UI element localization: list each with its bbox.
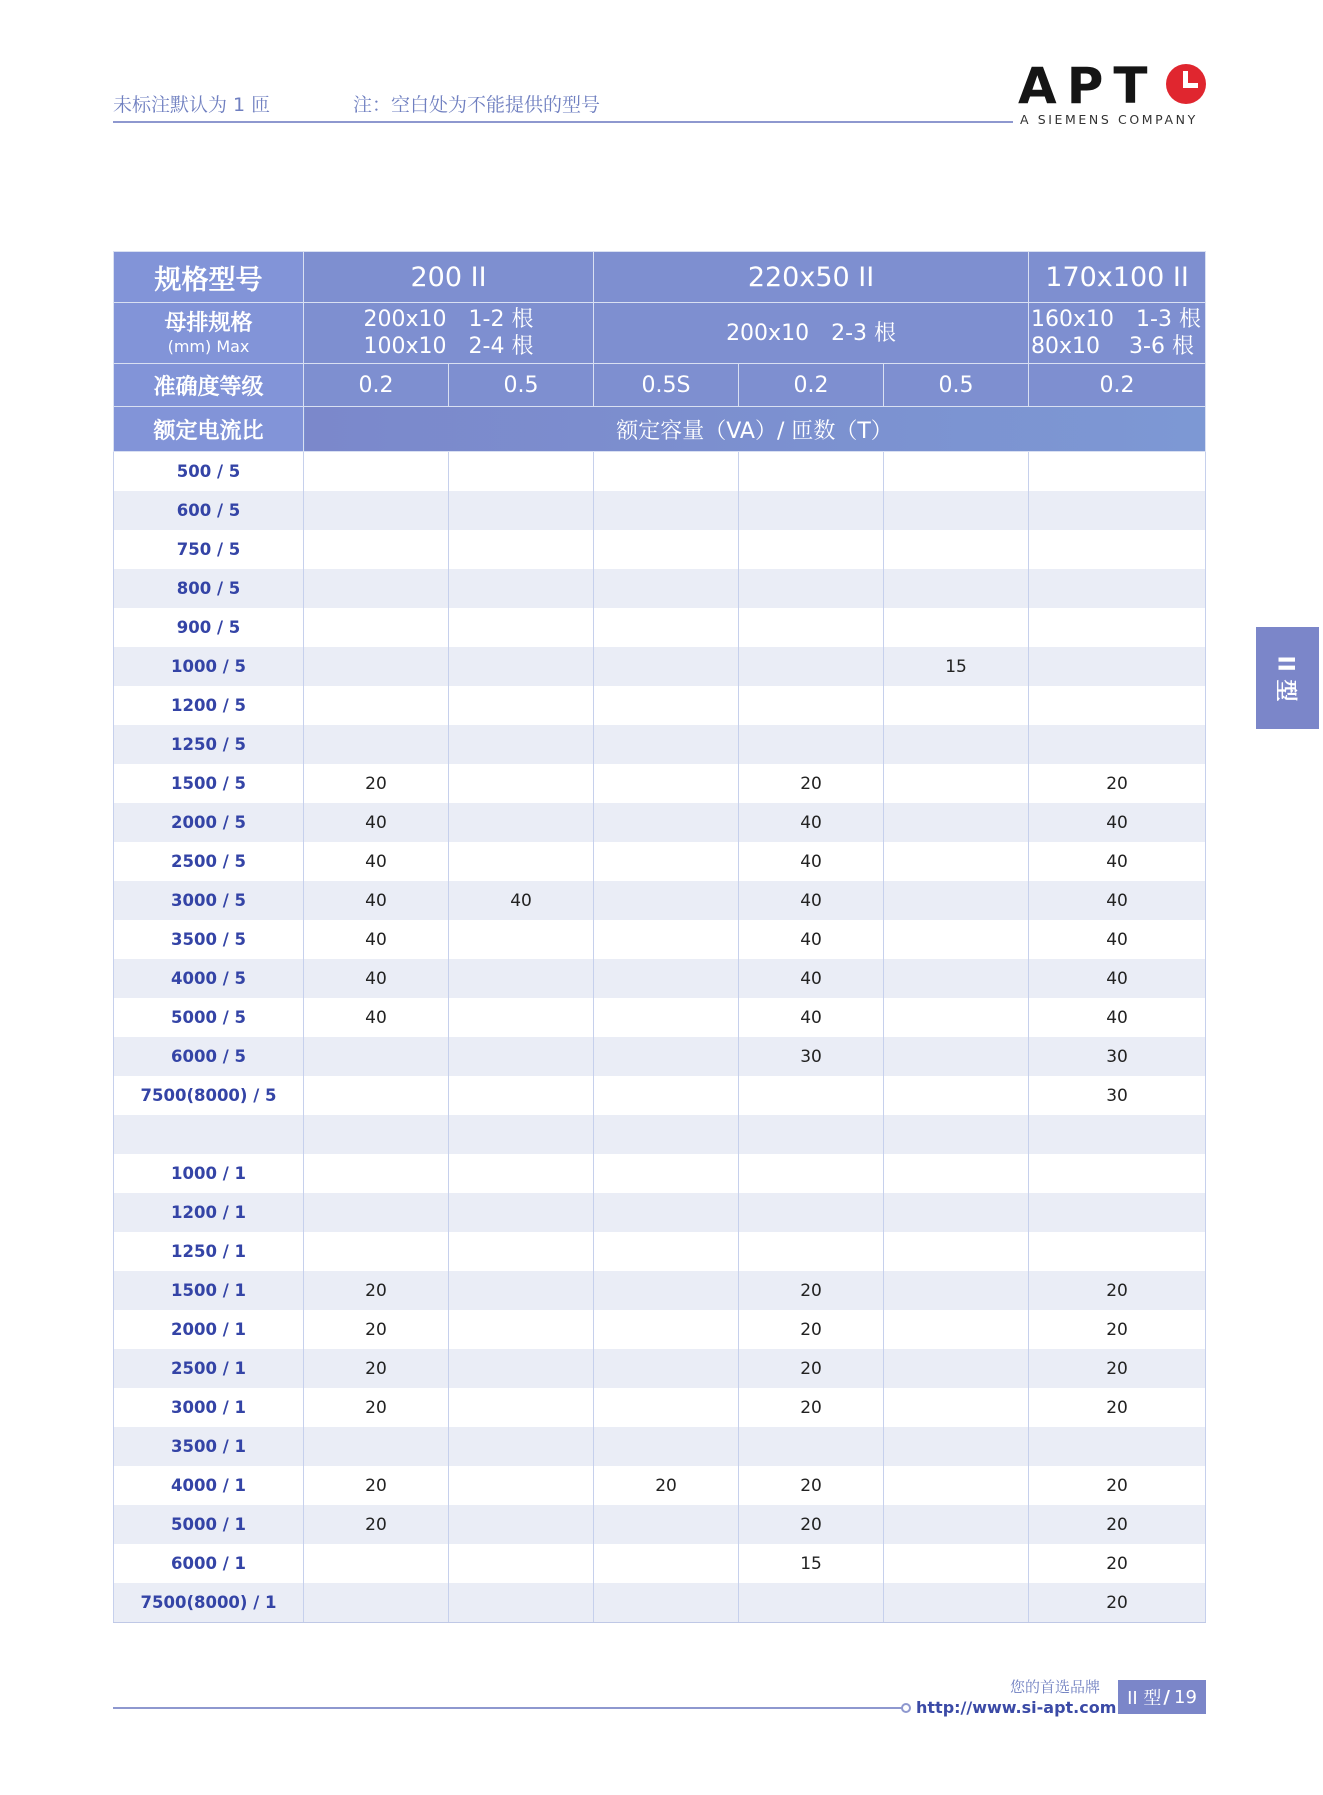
current-ratio-cell: 3500 / 1 (114, 1427, 304, 1466)
capacity-cell: 20 (1029, 764, 1206, 803)
capacity-cell: 40 (1029, 998, 1206, 1037)
capacity-cell (449, 452, 594, 492)
capacity-cell (304, 1232, 449, 1271)
capacity-cell: 20 (304, 1388, 449, 1427)
capacity-cell (884, 1271, 1029, 1310)
table-row (114, 1310, 1206, 1349)
capacity-cell (449, 1037, 594, 1076)
capacity-cell (449, 1505, 594, 1544)
current-ratio-cell: 600 / 5 (114, 491, 304, 530)
capacity-cell (884, 608, 1029, 647)
accuracy-class: 0.2 (304, 364, 449, 407)
current-ratio-cell: 900 / 5 (114, 608, 304, 647)
capacity-cell: 20 (594, 1466, 739, 1505)
capacity-cell (594, 725, 739, 764)
capacity-cell (739, 1193, 884, 1232)
capacity-cell (884, 1310, 1029, 1349)
capacity-cell: 40 (1029, 881, 1206, 920)
capacity-cell (449, 1310, 594, 1349)
current-ratio-cell: 2000 / 5 (114, 803, 304, 842)
capacity-cell (1029, 491, 1206, 530)
capacity-cell: 20 (1029, 1271, 1206, 1310)
busbar-220x50-line1: 200x10 2-3 根 (726, 320, 896, 346)
capacity-cell (739, 1076, 884, 1115)
capacity-cell (304, 608, 449, 647)
capacity-cell (1029, 1232, 1206, 1271)
footer-dot-icon (901, 1703, 911, 1713)
current-ratio-cell: 750 / 5 (114, 530, 304, 569)
table-row (114, 959, 1206, 998)
capacity-cell (1029, 1427, 1206, 1466)
capacity-cell (739, 530, 884, 569)
capacity-cell (884, 803, 1029, 842)
current-ratio-cell: 1200 / 1 (114, 1193, 304, 1232)
capacity-cell (884, 920, 1029, 959)
current-ratio-cell: 1500 / 5 (114, 764, 304, 803)
header-row-model (114, 252, 1206, 303)
capacity-cell: 20 (1029, 1349, 1206, 1388)
capacity-cell: 40 (304, 881, 449, 920)
capacity-cell (1029, 647, 1206, 686)
capacity-cell (739, 1583, 884, 1623)
busbar-label: 母排规格 (164, 310, 253, 336)
capacity-cell (594, 1037, 739, 1076)
logo-text: APT (1018, 57, 1158, 115)
current-ratio-cell: 3000 / 5 (114, 881, 304, 920)
busbar-170x100-line2: 80x10 3-6 根 (1031, 334, 1194, 359)
capacity-cell (884, 959, 1029, 998)
capacity-cell (884, 1466, 1029, 1505)
table-row (114, 1505, 1206, 1544)
capacity-cell (594, 920, 739, 959)
capacity-cell (304, 1115, 449, 1154)
capacity-cell: 20 (1029, 1583, 1206, 1623)
capacity-cell: 30 (1029, 1037, 1206, 1076)
capacity-cell (304, 647, 449, 686)
ratio-label: 额定电流比 (114, 407, 304, 452)
capacity-cell: 40 (739, 920, 884, 959)
capacity-cell (884, 842, 1029, 881)
current-ratio-cell: 5000 / 1 (114, 1505, 304, 1544)
capacity-cell: 30 (739, 1037, 884, 1076)
capacity-cell: 40 (1029, 920, 1206, 959)
model-170x100: 170x100 II (1029, 252, 1206, 303)
capacity-cell (739, 608, 884, 647)
capacity-cell (304, 1193, 449, 1232)
capacity-cell (449, 1583, 594, 1623)
capacity-cell: 40 (1029, 959, 1206, 998)
capacity-cell: 40 (739, 842, 884, 881)
capacity-cell (884, 725, 1029, 764)
capacity-cell (739, 452, 884, 492)
table-row (114, 842, 1206, 881)
capacity-cell: 20 (739, 1505, 884, 1544)
capacity-cell (594, 1388, 739, 1427)
page-number: 19 (1174, 1686, 1197, 1708)
capacity-cell (594, 1349, 739, 1388)
capacity-cell (884, 686, 1029, 725)
capacity-cell (1029, 1193, 1206, 1232)
footer-divider (113, 1707, 903, 1709)
capacity-cell (449, 959, 594, 998)
capacity-cell (449, 1349, 594, 1388)
table-row (114, 686, 1206, 725)
capacity-cell (739, 1115, 884, 1154)
capacity-cell (304, 1583, 449, 1623)
current-ratio-cell: 1000 / 5 (114, 647, 304, 686)
capacity-cell (884, 998, 1029, 1037)
capacity-cell: 40 (449, 881, 594, 920)
capacity-cell (449, 920, 594, 959)
capacity-cell: 20 (304, 1349, 449, 1388)
capacity-cell (304, 1154, 449, 1193)
capacity-cell (884, 1232, 1029, 1271)
table-row (114, 647, 1206, 686)
capacity-cell: 20 (739, 1466, 884, 1505)
model-200: 200 II (304, 252, 594, 303)
table-row (114, 1115, 1206, 1154)
logo-tagline: A SIEMENS COMPANY (1020, 112, 1198, 127)
capacity-label: 额定容量（VA）/ 匝数（T） (304, 407, 1206, 452)
table-row (114, 803, 1206, 842)
current-ratio-cell: 6000 / 5 (114, 1037, 304, 1076)
capacity-cell: 40 (739, 959, 884, 998)
current-ratio-cell: 1000 / 1 (114, 1154, 304, 1193)
capacity-cell (449, 608, 594, 647)
capacity-cell: 40 (304, 842, 449, 881)
footer-slogan: 您的首选品牌 (1010, 1678, 1101, 1696)
capacity-cell: 20 (1029, 1466, 1206, 1505)
busbar-170x100-cell (1029, 303, 1206, 364)
page-number-box (1118, 1680, 1206, 1714)
table-row (114, 1583, 1206, 1623)
capacity-cell (739, 686, 884, 725)
header-row-busbar (114, 303, 1206, 364)
capacity-cell (884, 1505, 1029, 1544)
capacity-cell: 20 (739, 1388, 884, 1427)
spec-label: 规格型号 (114, 252, 304, 303)
capacity-cell (449, 764, 594, 803)
capacity-cell: 20 (739, 1349, 884, 1388)
capacity-cell: 40 (739, 803, 884, 842)
current-ratio-cell: 7500(8000) / 5 (114, 1076, 304, 1115)
current-ratio-cell: 2000 / 1 (114, 1310, 304, 1349)
capacity-cell (1029, 608, 1206, 647)
capacity-cell (304, 725, 449, 764)
capacity-cell: 20 (304, 1466, 449, 1505)
model-220x50: 220x50 II (594, 252, 1029, 303)
capacity-cell (594, 1115, 739, 1154)
footer-url-link[interactable]: http://www.si-apt.com (916, 1698, 1117, 1717)
busbar-170x100-line1: 160x10 1-3 根 (1031, 307, 1201, 332)
current-ratio-cell: 1250 / 5 (114, 725, 304, 764)
capacity-cell (594, 686, 739, 725)
header-row-accuracy (114, 364, 1206, 407)
capacity-cell: 40 (304, 920, 449, 959)
logo-clock-icon (1166, 64, 1206, 104)
current-ratio-cell: 1200 / 5 (114, 686, 304, 725)
capacity-cell: 20 (1029, 1544, 1206, 1583)
busbar-200-cell (304, 303, 594, 364)
capacity-cell (304, 491, 449, 530)
capacity-cell (884, 1076, 1029, 1115)
capacity-cell (449, 1193, 594, 1232)
capacity-cell: 40 (1029, 803, 1206, 842)
note-blank-cells: 注：空白处为不能提供的型号 (353, 94, 601, 116)
capacity-cell: 40 (304, 959, 449, 998)
capacity-cell (304, 530, 449, 569)
table-row (114, 1349, 1206, 1388)
current-ratio-cell: 4000 / 1 (114, 1466, 304, 1505)
current-ratio-cell: 5000 / 5 (114, 998, 304, 1037)
table-row (114, 1037, 1206, 1076)
capacity-cell: 30 (1029, 1076, 1206, 1115)
table-row (114, 998, 1206, 1037)
busbar-200-line1: 200x10 1-2 根 (363, 307, 534, 332)
capacity-cell (739, 491, 884, 530)
apt-logo (1018, 58, 1208, 128)
table-row (114, 608, 1206, 647)
capacity-cell (884, 764, 1029, 803)
capacity-cell (1029, 530, 1206, 569)
table-body (114, 452, 1206, 1623)
capacity-cell (884, 1037, 1029, 1076)
capacity-cell (449, 1115, 594, 1154)
accuracy-label: 准确度等级 (114, 364, 304, 407)
capacity-cell (304, 1037, 449, 1076)
capacity-cell (449, 647, 594, 686)
capacity-cell (884, 1583, 1029, 1623)
table-row (114, 1076, 1206, 1115)
capacity-cell (594, 803, 739, 842)
capacity-cell (1029, 686, 1206, 725)
section-tab-label: II 型 (1273, 654, 1298, 702)
table-row (114, 920, 1206, 959)
capacity-cell (449, 842, 594, 881)
capacity-cell (304, 452, 449, 492)
capacity-cell (1029, 569, 1206, 608)
capacity-cell (594, 1193, 739, 1232)
capacity-cell (449, 1427, 594, 1466)
current-ratio-cell (114, 1115, 304, 1154)
capacity-cell (449, 569, 594, 608)
capacity-cell (449, 686, 594, 725)
capacity-cell (884, 881, 1029, 920)
capacity-cell (304, 1076, 449, 1115)
capacity-cell: 40 (304, 998, 449, 1037)
table-row (114, 1271, 1206, 1310)
current-ratio-cell: 7500(8000) / 1 (114, 1583, 304, 1623)
capacity-cell (594, 1544, 739, 1583)
capacity-cell: 15 (884, 647, 1029, 686)
capacity-cell (594, 842, 739, 881)
capacity-cell (594, 452, 739, 492)
capacity-cell: 20 (304, 764, 449, 803)
capacity-cell: 20 (304, 1505, 449, 1544)
capacity-cell: 40 (739, 881, 884, 920)
capacity-cell: 40 (739, 998, 884, 1037)
capacity-cell (594, 530, 739, 569)
capacity-cell (449, 1154, 594, 1193)
capacity-cell (449, 998, 594, 1037)
current-ratio-cell: 500 / 5 (114, 452, 304, 492)
table-row (114, 1193, 1206, 1232)
capacity-cell (884, 530, 1029, 569)
capacity-cell (884, 569, 1029, 608)
capacity-cell: 20 (304, 1271, 449, 1310)
capacity-cell (449, 530, 594, 569)
current-ratio-cell: 1250 / 1 (114, 1232, 304, 1271)
header-divider (113, 121, 1013, 123)
accuracy-class: 0.2 (739, 364, 884, 407)
capacity-cell (594, 959, 739, 998)
table-row (114, 764, 1206, 803)
capacity-cell: 20 (1029, 1388, 1206, 1427)
capacity-cell: 20 (1029, 1505, 1206, 1544)
capacity-cell: 20 (304, 1310, 449, 1349)
busbar-200-line2: 100x10 2-4 根 (363, 334, 534, 359)
table-row (114, 1232, 1206, 1271)
capacity-cell (594, 1076, 739, 1115)
capacity-cell (1029, 1154, 1206, 1193)
capacity-cell (449, 491, 594, 530)
busbar-unit: (mm) Max (167, 336, 250, 356)
capacity-cell (884, 1427, 1029, 1466)
busbar-label-cell (114, 303, 304, 364)
current-ratio-cell: 3500 / 5 (114, 920, 304, 959)
capacity-cell (594, 647, 739, 686)
table-row (114, 1427, 1206, 1466)
capacity-cell (594, 1427, 739, 1466)
table-row (114, 1388, 1206, 1427)
capacity-cell (594, 998, 739, 1037)
capacity-cell: 20 (739, 1310, 884, 1349)
capacity-cell (449, 1271, 594, 1310)
accuracy-class: 0.2 (1029, 364, 1206, 407)
table-row (114, 1466, 1206, 1505)
capacity-cell (739, 725, 884, 764)
capacity-cell: 40 (304, 803, 449, 842)
capacity-cell (884, 491, 1029, 530)
capacity-cell (1029, 725, 1206, 764)
capacity-cell (884, 1544, 1029, 1583)
accuracy-class: 0.5 (449, 364, 594, 407)
capacity-cell (739, 1427, 884, 1466)
current-ratio-cell: 4000 / 5 (114, 959, 304, 998)
capacity-cell: 20 (739, 1271, 884, 1310)
capacity-cell (1029, 1115, 1206, 1154)
capacity-cell: 20 (1029, 1310, 1206, 1349)
capacity-cell (304, 1544, 449, 1583)
capacity-cell (449, 725, 594, 764)
accuracy-class: 0.5S (594, 364, 739, 407)
capacity-cell (449, 1466, 594, 1505)
capacity-cell (304, 1427, 449, 1466)
capacity-cell (449, 1232, 594, 1271)
note-default-turns: 未标注默认为 1 匝 (113, 94, 271, 116)
capacity-cell (739, 569, 884, 608)
current-ratio-cell: 2500 / 5 (114, 842, 304, 881)
capacity-cell: 20 (739, 764, 884, 803)
capacity-cell (594, 1583, 739, 1623)
capacity-cell (884, 1388, 1029, 1427)
capacity-cell (739, 647, 884, 686)
capacity-cell (884, 452, 1029, 492)
header-row-ratio (114, 407, 1206, 452)
section-tab (1256, 627, 1319, 729)
capacity-cell (594, 569, 739, 608)
capacity-cell (594, 1310, 739, 1349)
capacity-cell (594, 491, 739, 530)
current-ratio-cell: 6000 / 1 (114, 1544, 304, 1583)
capacity-cell (449, 803, 594, 842)
capacity-cell (594, 1505, 739, 1544)
footer-separator: / (1163, 1686, 1170, 1708)
table-row (114, 530, 1206, 569)
capacity-cell (449, 1544, 594, 1583)
current-ratio-cell: 800 / 5 (114, 569, 304, 608)
capacity-cell: 15 (739, 1544, 884, 1583)
capacity-cell (594, 764, 739, 803)
busbar-220x50-cell (594, 303, 1029, 364)
table-row (114, 1544, 1206, 1583)
table-row (114, 881, 1206, 920)
table-row (114, 452, 1206, 492)
capacity-cell (884, 1115, 1029, 1154)
capacity-cell (1029, 452, 1206, 492)
current-ratio-cell: 2500 / 1 (114, 1349, 304, 1388)
capacity-cell (594, 881, 739, 920)
capacity-cell (594, 1271, 739, 1310)
spec-table (113, 251, 1206, 1623)
capacity-cell (884, 1349, 1029, 1388)
capacity-cell (594, 1232, 739, 1271)
capacity-cell (739, 1154, 884, 1193)
capacity-cell (739, 1232, 884, 1271)
table-row (114, 725, 1206, 764)
accuracy-class: 0.5 (884, 364, 1029, 407)
capacity-cell (884, 1154, 1029, 1193)
capacity-cell (449, 1076, 594, 1115)
footer-section: II 型 (1127, 1688, 1162, 1709)
capacity-cell (884, 1193, 1029, 1232)
current-ratio-cell: 3000 / 1 (114, 1388, 304, 1427)
capacity-cell (594, 1154, 739, 1193)
capacity-cell (594, 608, 739, 647)
table-row (114, 491, 1206, 530)
table-row (114, 1154, 1206, 1193)
table-row (114, 569, 1206, 608)
capacity-cell (304, 686, 449, 725)
capacity-cell: 40 (1029, 842, 1206, 881)
current-ratio-cell: 1500 / 1 (114, 1271, 304, 1310)
capacity-cell (449, 1388, 594, 1427)
capacity-cell (304, 569, 449, 608)
